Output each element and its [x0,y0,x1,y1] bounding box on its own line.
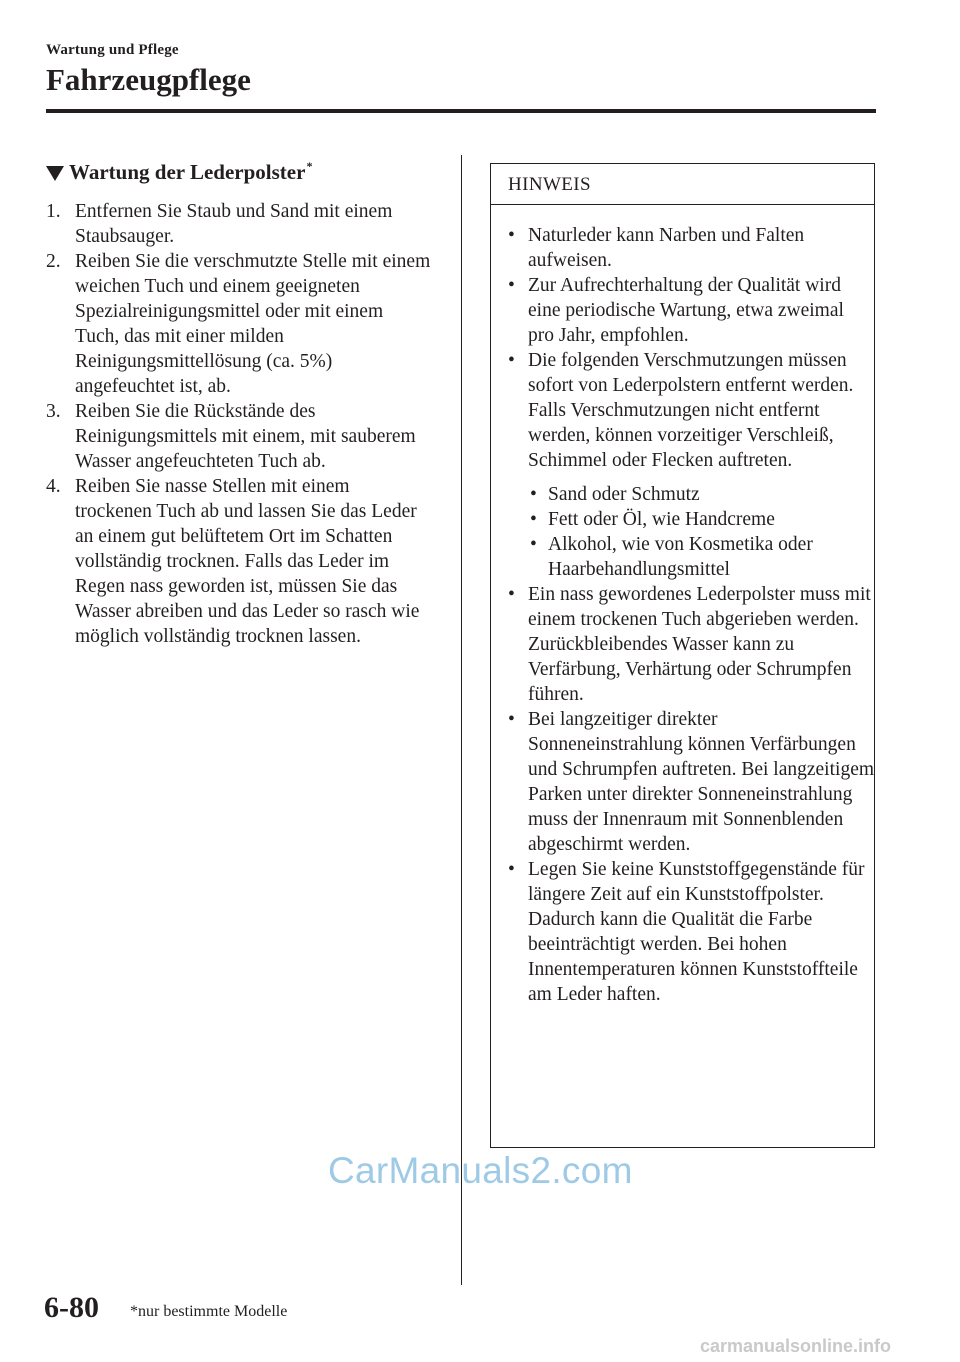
bullet-icon: • [530,509,537,530]
step-item [46,249,431,399]
note-subitem-text: Fett oder Öl, wie Handcreme [548,509,775,530]
column-divider [461,155,462,1285]
carmanuals-watermark: CarManuals2.com [328,1150,633,1191]
note-item [491,223,874,273]
bullet-icon: • [508,225,515,246]
bullet-icon: • [508,709,515,730]
note-item-text: Naturleder kann Narben und Falten aufweisen. [528,225,805,271]
note-item [491,707,874,857]
step-number: 4. [46,476,61,497]
steps-list [46,199,431,649]
note-subitem [528,532,874,582]
note-subitem [528,507,874,532]
step-number: 1. [46,201,61,222]
note-item [491,857,874,1007]
site-watermark: carmanualsonline.info [700,1336,892,1356]
step-item [46,399,431,474]
triangle-marker-icon [46,166,64,181]
header-rule [46,109,876,113]
note-item-text: Zur Aufrechterhaltung der Qualität wird eine periodische Wartung, etwa zweimal pro Jahr, empfohlen. [528,275,844,346]
heading-footnote-mark: * [306,159,313,173]
note-item [491,273,874,348]
bullet-icon: • [508,275,515,296]
note-item-text: Die folgenden Verschmutzungen müssen sofort von Lederpolstern entfernt werden. [528,350,854,396]
note-sublist [528,482,874,582]
note-subitem [528,482,874,507]
page-title: Fahrzeugpflege [46,62,251,97]
section-heading [46,157,312,190]
bullet-icon: • [530,534,537,555]
note-list [491,205,874,1007]
note-item [491,582,874,707]
footnote: *nur bestimmte Modelle [130,1303,288,1320]
section-heading-text: Wartung der Lederpolster [69,160,306,184]
step-text: Reiben Sie nasse Stellen mit einem trockenen Tuch ab und lassen Sie das Leder an einem gut belüftetem Ort im Schatten vollständig trocknen. Falls das Leder im Regen nass geworden ist, müssen Sie das Wasser abreiben und das Leder so rasch wie möglich vollständig trocknen lassen. [75,476,420,647]
step-text: Entfernen Sie Staub und Sand mit einem Staubsauger. [75,201,393,247]
note-item-text: Legen Sie keine Kunststoffgegenstände für längere Zeit auf ein Kunststoffpolster. Dadurch kann die Qualität die Farbe beeinträchtigt werden. Bei hohen Innentemperaturen können Kunststoffteile am Leder haften. [528,859,865,1005]
bullet-icon: • [530,484,537,505]
step-item [46,199,431,249]
note-item-text: Ein nass gewordenes Lederpolster muss mit einem trockenen Tuch abgerieben werden. Zurückbleibendes Wasser kann zu Verfärbung, Verhärtung oder Schrumpfen führen. [528,584,871,705]
bullet-icon: • [508,350,515,371]
step-number: 3. [46,401,61,422]
note-item-extra-text: Falls Verschmutzungen nicht entfernt werden, können vorzeitiger Verschleiß, Schimmel oder Flecken auftreten. [528,400,834,471]
note-item [491,348,874,582]
bullet-icon: • [508,584,515,605]
note-box [490,163,875,1148]
note-subitem-text: Sand oder Schmutz [548,484,700,505]
breadcrumb: Wartung und Pflege [46,42,179,58]
step-text: Reiben Sie die verschmutzte Stelle mit einem weichen Tuch und einem geeigneten Spezialreinigungsmittel oder mit einem Tuch, das mit einer milden Reinigungsmittellösung (ca. 5%) angefeuchtet ist, ab. [75,251,431,397]
note-title: HINWEIS [491,164,874,205]
step-item [46,474,431,649]
note-subitem-text: Alkohol, wie von Kosmetika oder Haarbehandlungsmittel [548,534,813,580]
step-text: Reiben Sie die Rückstände des Reinigungsmittels mit einem, mit sauberem Wasser angefeuchteten Tuch ab. [75,401,416,472]
note-item-text: Bei langzeitiger direkter Sonneneinstrahlung können Verfärbungen und Schrumpfen auftreten. Bei langzeitigem Parken unter direkter Sonneneinstrahlung muss der Innenraum mit Sonnenblenden abgeschirmt werden. [528,709,875,855]
step-number: 2. [46,251,61,272]
page-number: 6-80 [44,1291,99,1324]
bullet-icon: • [508,859,515,880]
